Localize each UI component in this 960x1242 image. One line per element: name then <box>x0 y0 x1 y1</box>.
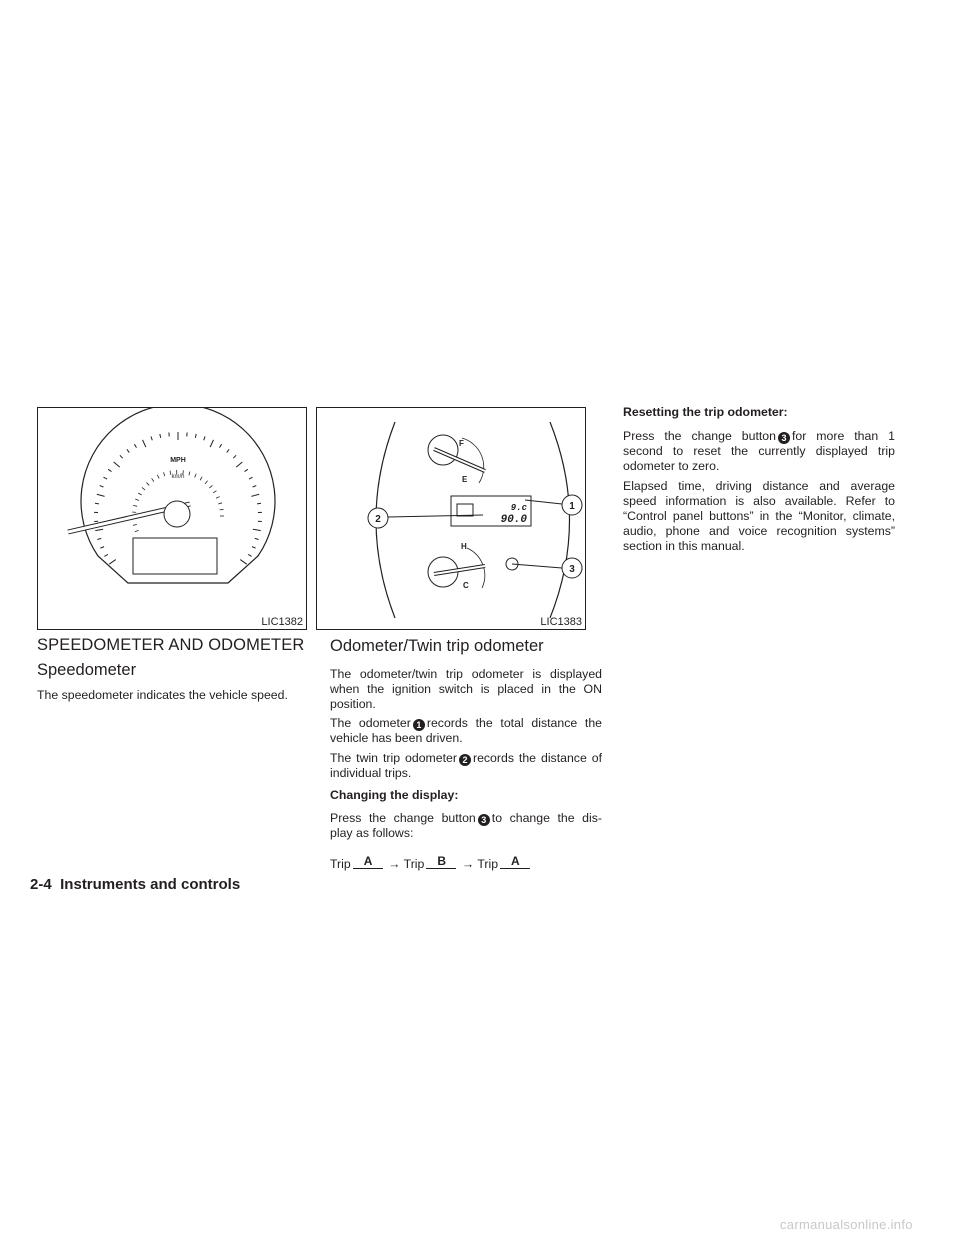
speed-tick <box>252 547 256 549</box>
text-part: records the total distance the vehicle has been driven. <box>330 716 603 745</box>
speed-tick <box>255 538 259 539</box>
speed-tick <box>103 477 107 479</box>
speed-tick <box>127 449 129 452</box>
kmh-tick <box>152 478 154 481</box>
kmh-tick <box>157 475 159 479</box>
speed-tick <box>227 449 229 452</box>
trip-label: Trip <box>330 857 351 871</box>
trip-a-letter: A <box>363 854 373 868</box>
kmh-tick <box>218 503 222 504</box>
text-part: records the distance of individual trips. <box>330 751 602 780</box>
kmh-tick <box>146 483 149 486</box>
odometer-paragraph: The odometer/twin trip odometer is displayed when the ignition switch is placed in the ON position. <box>330 667 602 711</box>
odometer-total-paragraph <box>330 716 602 746</box>
speed-tick <box>100 486 104 487</box>
page-footer <box>30 876 240 894</box>
figure-code: LIC1382 <box>261 616 303 628</box>
kmh-tick <box>195 474 197 478</box>
text-part: The odometer <box>330 716 411 730</box>
text-part: to change the dis- play as follows: <box>330 811 602 840</box>
trip-sequence <box>330 854 602 872</box>
kmh-tick <box>189 472 190 476</box>
arrow-icon: → <box>461 857 475 871</box>
speed-tick <box>240 560 247 565</box>
speed-tick <box>160 434 161 438</box>
speed-tick <box>245 469 248 471</box>
speed-tick <box>97 538 101 539</box>
watermark: carmanualsonline.info <box>780 1217 913 1232</box>
kmh-tick <box>164 472 165 476</box>
speed-tick <box>195 434 196 438</box>
trip-b-letter: B <box>437 854 447 868</box>
callout-3-icon: 3 <box>778 432 790 444</box>
changing-paragraph <box>330 811 602 841</box>
text-part: Press the change button <box>330 811 476 825</box>
speedometer-text: The speedometer indicates the vehicle speed. <box>37 688 288 702</box>
trip-a-box <box>500 854 530 869</box>
svg-text:9.c: 9.c <box>510 503 527 513</box>
speed-tick <box>143 440 146 447</box>
speed-tick <box>220 444 222 447</box>
page-number: 2-4 <box>30 876 52 893</box>
speedometer-illustration <box>38 408 306 629</box>
speed-tick <box>95 503 99 504</box>
svg-text:2: 2 <box>375 514 381 525</box>
callout-2-icon: 2 <box>459 754 471 766</box>
trip-a-letter: A <box>511 854 520 868</box>
kmh-tick <box>133 524 137 525</box>
speedometer-figure <box>37 407 307 630</box>
kmh-tick <box>138 493 141 495</box>
twin-trip-paragraph <box>330 751 602 781</box>
callout-1-icon: 1 <box>413 719 425 731</box>
kmh-tick <box>209 485 212 488</box>
svg-text:F: F <box>459 439 464 448</box>
kmh-tick <box>213 491 216 493</box>
changing-heading: Changing the display: <box>330 788 459 802</box>
speed-tick <box>253 529 261 530</box>
elapsed-paragraph: Elapsed time, driving distance and average speed information is also available. Refer to “Control panel buttons” in the “Monitor, climate, audio, phone and voice recognition systems” section in this manual. <box>623 479 895 553</box>
speed-tick <box>109 560 116 565</box>
svg-text:E: E <box>462 475 468 484</box>
svg-text:km/h: km/h <box>171 474 185 480</box>
speed-tick <box>134 444 136 447</box>
speed-tick <box>120 455 123 458</box>
resetting-paragraph <box>623 429 895 474</box>
svg-text:1: 1 <box>569 501 575 512</box>
speed-tick <box>95 529 103 530</box>
speed-tick <box>236 462 242 467</box>
speed-tick <box>251 494 259 496</box>
trip-b-box <box>426 854 456 869</box>
svg-text:H: H <box>461 542 467 551</box>
speed-tick <box>114 462 120 467</box>
section-name: Instruments and controls <box>60 876 241 893</box>
trip-label: Trip <box>477 857 499 871</box>
speed-tick <box>104 554 108 556</box>
speed-tick <box>210 440 213 447</box>
text-part: The twin trip odometer <box>330 751 457 765</box>
speedometer-heading: Speedometer <box>37 661 137 679</box>
trip-label: Trip <box>403 857 425 871</box>
arrow-icon: → <box>388 857 401 871</box>
speed-tick <box>151 436 152 440</box>
trip-a-box <box>353 854 383 869</box>
svg-text:90.0: 90.0 <box>500 514 527 526</box>
speed-tick <box>257 503 261 504</box>
svg-text:MPH: MPH <box>170 457 186 464</box>
speed-tick <box>233 455 236 458</box>
kmh-tick <box>200 477 202 480</box>
svg-text:C: C <box>463 581 469 590</box>
speed-tick <box>108 469 111 471</box>
odometer-heading: Odometer/Twin trip odometer <box>330 637 544 655</box>
speed-tick <box>249 477 253 479</box>
resetting-heading: Resetting the trip odometer: <box>623 405 788 419</box>
speed-tick <box>253 486 257 487</box>
section-heading: SPEEDOMETER AND ODOMETER <box>37 636 305 654</box>
text-part: Press the change button <box>623 429 776 443</box>
figure-code: LIC1383 <box>540 616 582 628</box>
kmh-tick <box>135 530 139 531</box>
speed-tick <box>248 554 252 556</box>
kmh-tick <box>205 481 208 484</box>
callout-3-icon: 3 <box>478 814 490 826</box>
kmh-tick <box>133 505 137 506</box>
kmh-tick <box>220 509 224 510</box>
odometer-illustration <box>317 408 585 629</box>
text-part: for more than 1 second to reset the currently displayed trip odometer to zero. <box>623 429 896 473</box>
odometer-figure <box>316 407 586 630</box>
speed-tick <box>204 436 205 440</box>
kmh-tick <box>142 487 145 489</box>
speed-tick <box>97 494 105 496</box>
kmh-tick <box>135 499 139 500</box>
kmh-tick <box>216 497 220 499</box>
speed-tick <box>100 547 104 549</box>
svg-text:3: 3 <box>569 564 575 575</box>
